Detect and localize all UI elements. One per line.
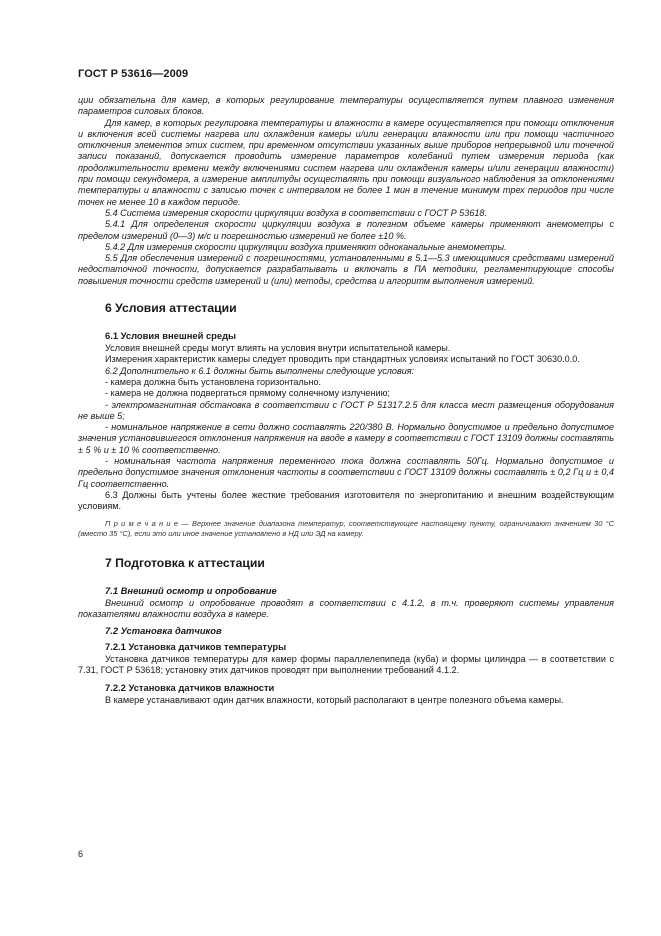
paragraph: 5.4.2 Для измерения скорости циркуляции воздуха применяют одноканальные анемометры. — [105, 241, 507, 252]
page-header: ГОСТ Р 53616—2009 — [78, 68, 189, 80]
paragraph: 5.4.1 Для определения скорости циркуляции воздуха в полезном объеме камеры применяют анемометры с пределом измерений (0—3) м/с и погрешностью измерений не более ±10 %. — [78, 219, 614, 241]
paragraph: ции обязательна для камер, в которых регулирование температуры осуществляется путем плавного изменения параметров силовых блоков. — [78, 95, 614, 117]
subsection-heading: 6.1 Условия внешней среды — [105, 330, 237, 342]
subsection-heading: 7.2 Установка датчиков — [105, 625, 222, 637]
paragraph: Внешний осмотр и опробование проводят в соответствии с 4.1.2, в т.ч. проверяют системы управления показателями влажности воздуха в камере. — [78, 597, 614, 619]
list-item: - камера должна быть установлена горизонтально. — [105, 376, 322, 387]
subsection-heading: 7.1 Внешний осмотр и опробование — [105, 584, 277, 596]
paragraph: 6.3 Должны быть учтены более жесткие требования изготовителя по энергопитанию и внешним воздействующим условиям. — [78, 489, 614, 512]
section-heading: 7 Подготовка к аттестации — [105, 555, 265, 570]
list-item: - электромагнитная обстановка в соответствии с ГОСТ Р 51317.2.5 для класса мест размещения оборудования не выше 5; — [78, 399, 614, 421]
document-body — [78, 95, 614, 706]
list-item: - номинальная частота напряжения переменного тока должна составлять 50Гц. Нормально допустимое и предельно допустимое значения отклонения частоты в соответствии с ГОСТ 13109 должны составлять ± 0,2 Гц и ± 0,4 Гц соответственно. — [78, 456, 614, 489]
paragraph: Измерения характеристик камеры следует проводить при стандартных условиях испытаний по ГОСТ 30630.0.0. — [105, 354, 580, 365]
paragraph: 5.5 Для обеспечения измерений с погрешностями, установленными в 5.1—5.3 имеющимися средствами измерений недостаточной точности, допускается разрабатывать и включать в ПА методики, регламентирующие способы повышения точности средств измерений и (или) методы, средства и алгоритм выполнения измерений. — [78, 253, 614, 286]
paragraph: Для камер, в которых регулировка температуры и влажности в камере осуществляется при помощи отключения и включения всей системы нагрева или охлаждения камеры и/или генерации влажности или при помощи частичного отключения элементов этих систем, при временном отсутствии указанных выше приборов непрерывной или точечной записи показаний, допускается проводить измерение параметров колебаний путем измерения периода (как продолжительности времени между включениями систем нагрева или охлаждения камеры и/или генерации влажности) при помощи секундомера, а измерение амплитуды осуществлять при помощи визуального наблюдения за отклонениями температуры и влажности с записью точек с интервалом не более 1 мин в течение минимум трех периодов при числе точек не менее 10 в каждом периоде. — [78, 117, 614, 207]
paragraph: 6.2 Дополнительно к 6.1 должны быть выполнены следующие условия: — [105, 365, 415, 376]
note: П р и м е ч а н и е — Верхнее значение диапазона температур, соответствующее настоящему пункту, ограничивают значением 30 °С (вместо 35 °С), если это или иное значение установлено в НД или ЭД на камеру. — [78, 518, 614, 538]
list-item: - номинальное напряжение в сети должно составлять 220/380 В. Нормально допустимое и предельно допустимое значения установившегося отклонения напряжения на вводе в камеру в соответствии с ГОСТ 13109 должны составлять ± 5 % и ± 10 % соответственно. — [78, 422, 614, 455]
page-number: 6 — [78, 849, 84, 859]
paragraph: 5.4 Система измерения скорости циркуляции воздуха в соответствии с ГОСТ Р 53618. — [105, 207, 487, 218]
subsection-heading: 7.2.2 Установка датчиков влажности — [105, 681, 275, 693]
subsection-heading: 7.2.1 Установка датчиков температуры — [105, 641, 287, 653]
paragraph: Условия внешней среды могут влиять на условия внутри испытательной камеры. — [105, 343, 451, 354]
list-item: - камера не должна подвергаться прямому солнечному излучению; — [105, 388, 390, 399]
section-heading: 6 Условия аттестации — [105, 301, 237, 316]
paragraph: Установка датчиков температуры для камер формы параллелепипеда (куба) и формы цилиндра — в соответствии с 7.31, ГОСТ Р 53618; установку этих датчиков проводят при выполнении требований 4.1.2. — [78, 654, 614, 676]
paragraph: В камере устанавливают один датчик влажности, который располагают в центре полезного объема камеры. — [105, 694, 564, 705]
